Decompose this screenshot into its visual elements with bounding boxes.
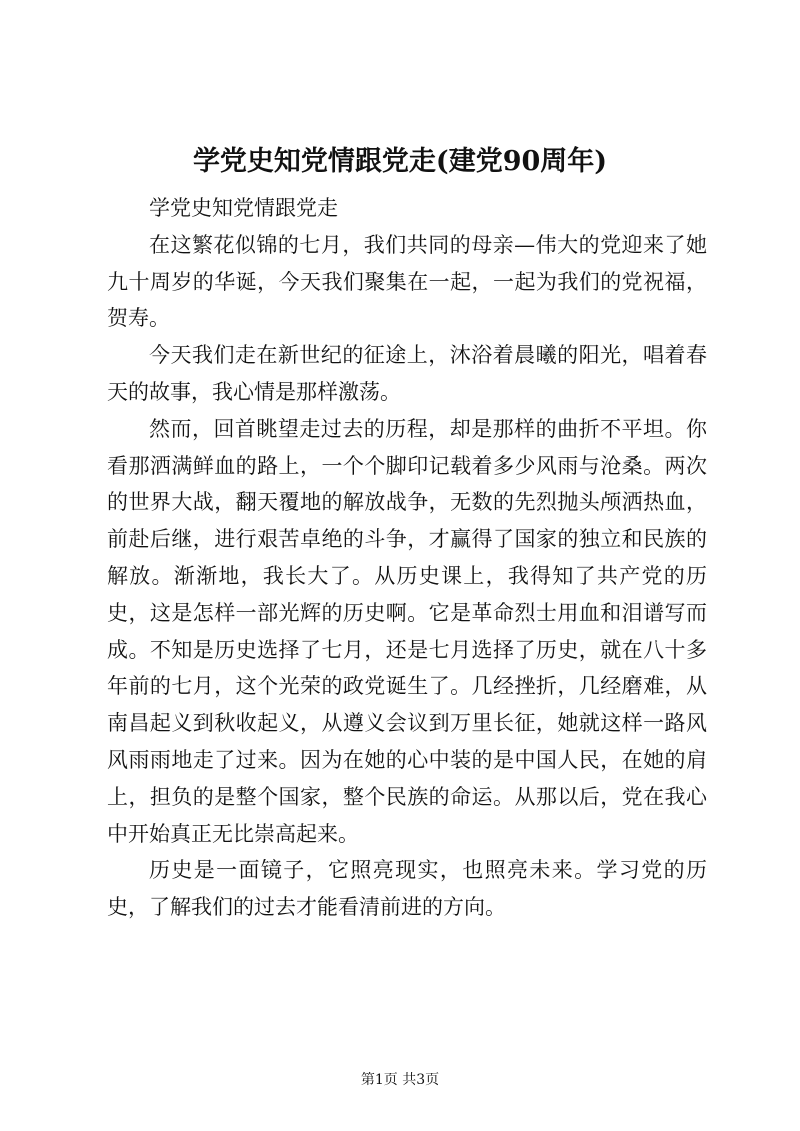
document-title: 学党史知党情跟党走(建党90周年) [192, 146, 608, 177]
body-paragraph: 在这繁花似锦的七月，我们共同的母亲—伟大的党迎来了她九十周岁的华诞，今天我们聚集在一起，一起为我们的党祝福，贺寿。 [107, 232, 707, 331]
page-number-footer: 第1页 共3页 [360, 1072, 440, 1088]
subtitle-paragraph: 学党史知党情跟党走 [149, 196, 338, 220]
body-paragraph: 今天我们走在新世纪的征途上，沐浴着晨曦的阳光，唱着春天的故事，我心情是那样激荡。 [107, 343, 707, 404]
body-paragraph: 历史是一面镜子，它照亮现实，也照亮未来。学习党的历史，了解我们的过去才能看清前进的方向。 [107, 858, 707, 920]
body-paragraph: 然而，回首眺望走过去的历程，却是那样的曲折不平坦。你看那洒满鲜血的路上，一个个脚印记载着多少风雨与沧桑。两次的世界大战，翻天覆地的解放战争，无数的先烈抛头颅洒热血，前赴后继，进行艰苦卓绝的斗争，才赢得了国家的独立和民族的解放。渐渐地，我长大了。从历史课上，我得知了共产党的历史，这是怎样一部光辉的历史啊。它是革命烈士用血和泪谱写而成。不知是历史选择了七月，还是七月选择了历史，就在八十多年前的七月，这个光荣的政党诞生了。几经挫折，几经磨难，从南昌起义到秋收起义，从遵义会议到万里长征，她就这样一路风风雨雨地走了过来。因为在她的心中装的是中国人民，在她的肩上，担负的是整个国家，整个民族的命运。从那以后，党在我心中开始真正无比崇高起来。 [107, 416, 707, 846]
document-body [107, 190, 707, 926]
